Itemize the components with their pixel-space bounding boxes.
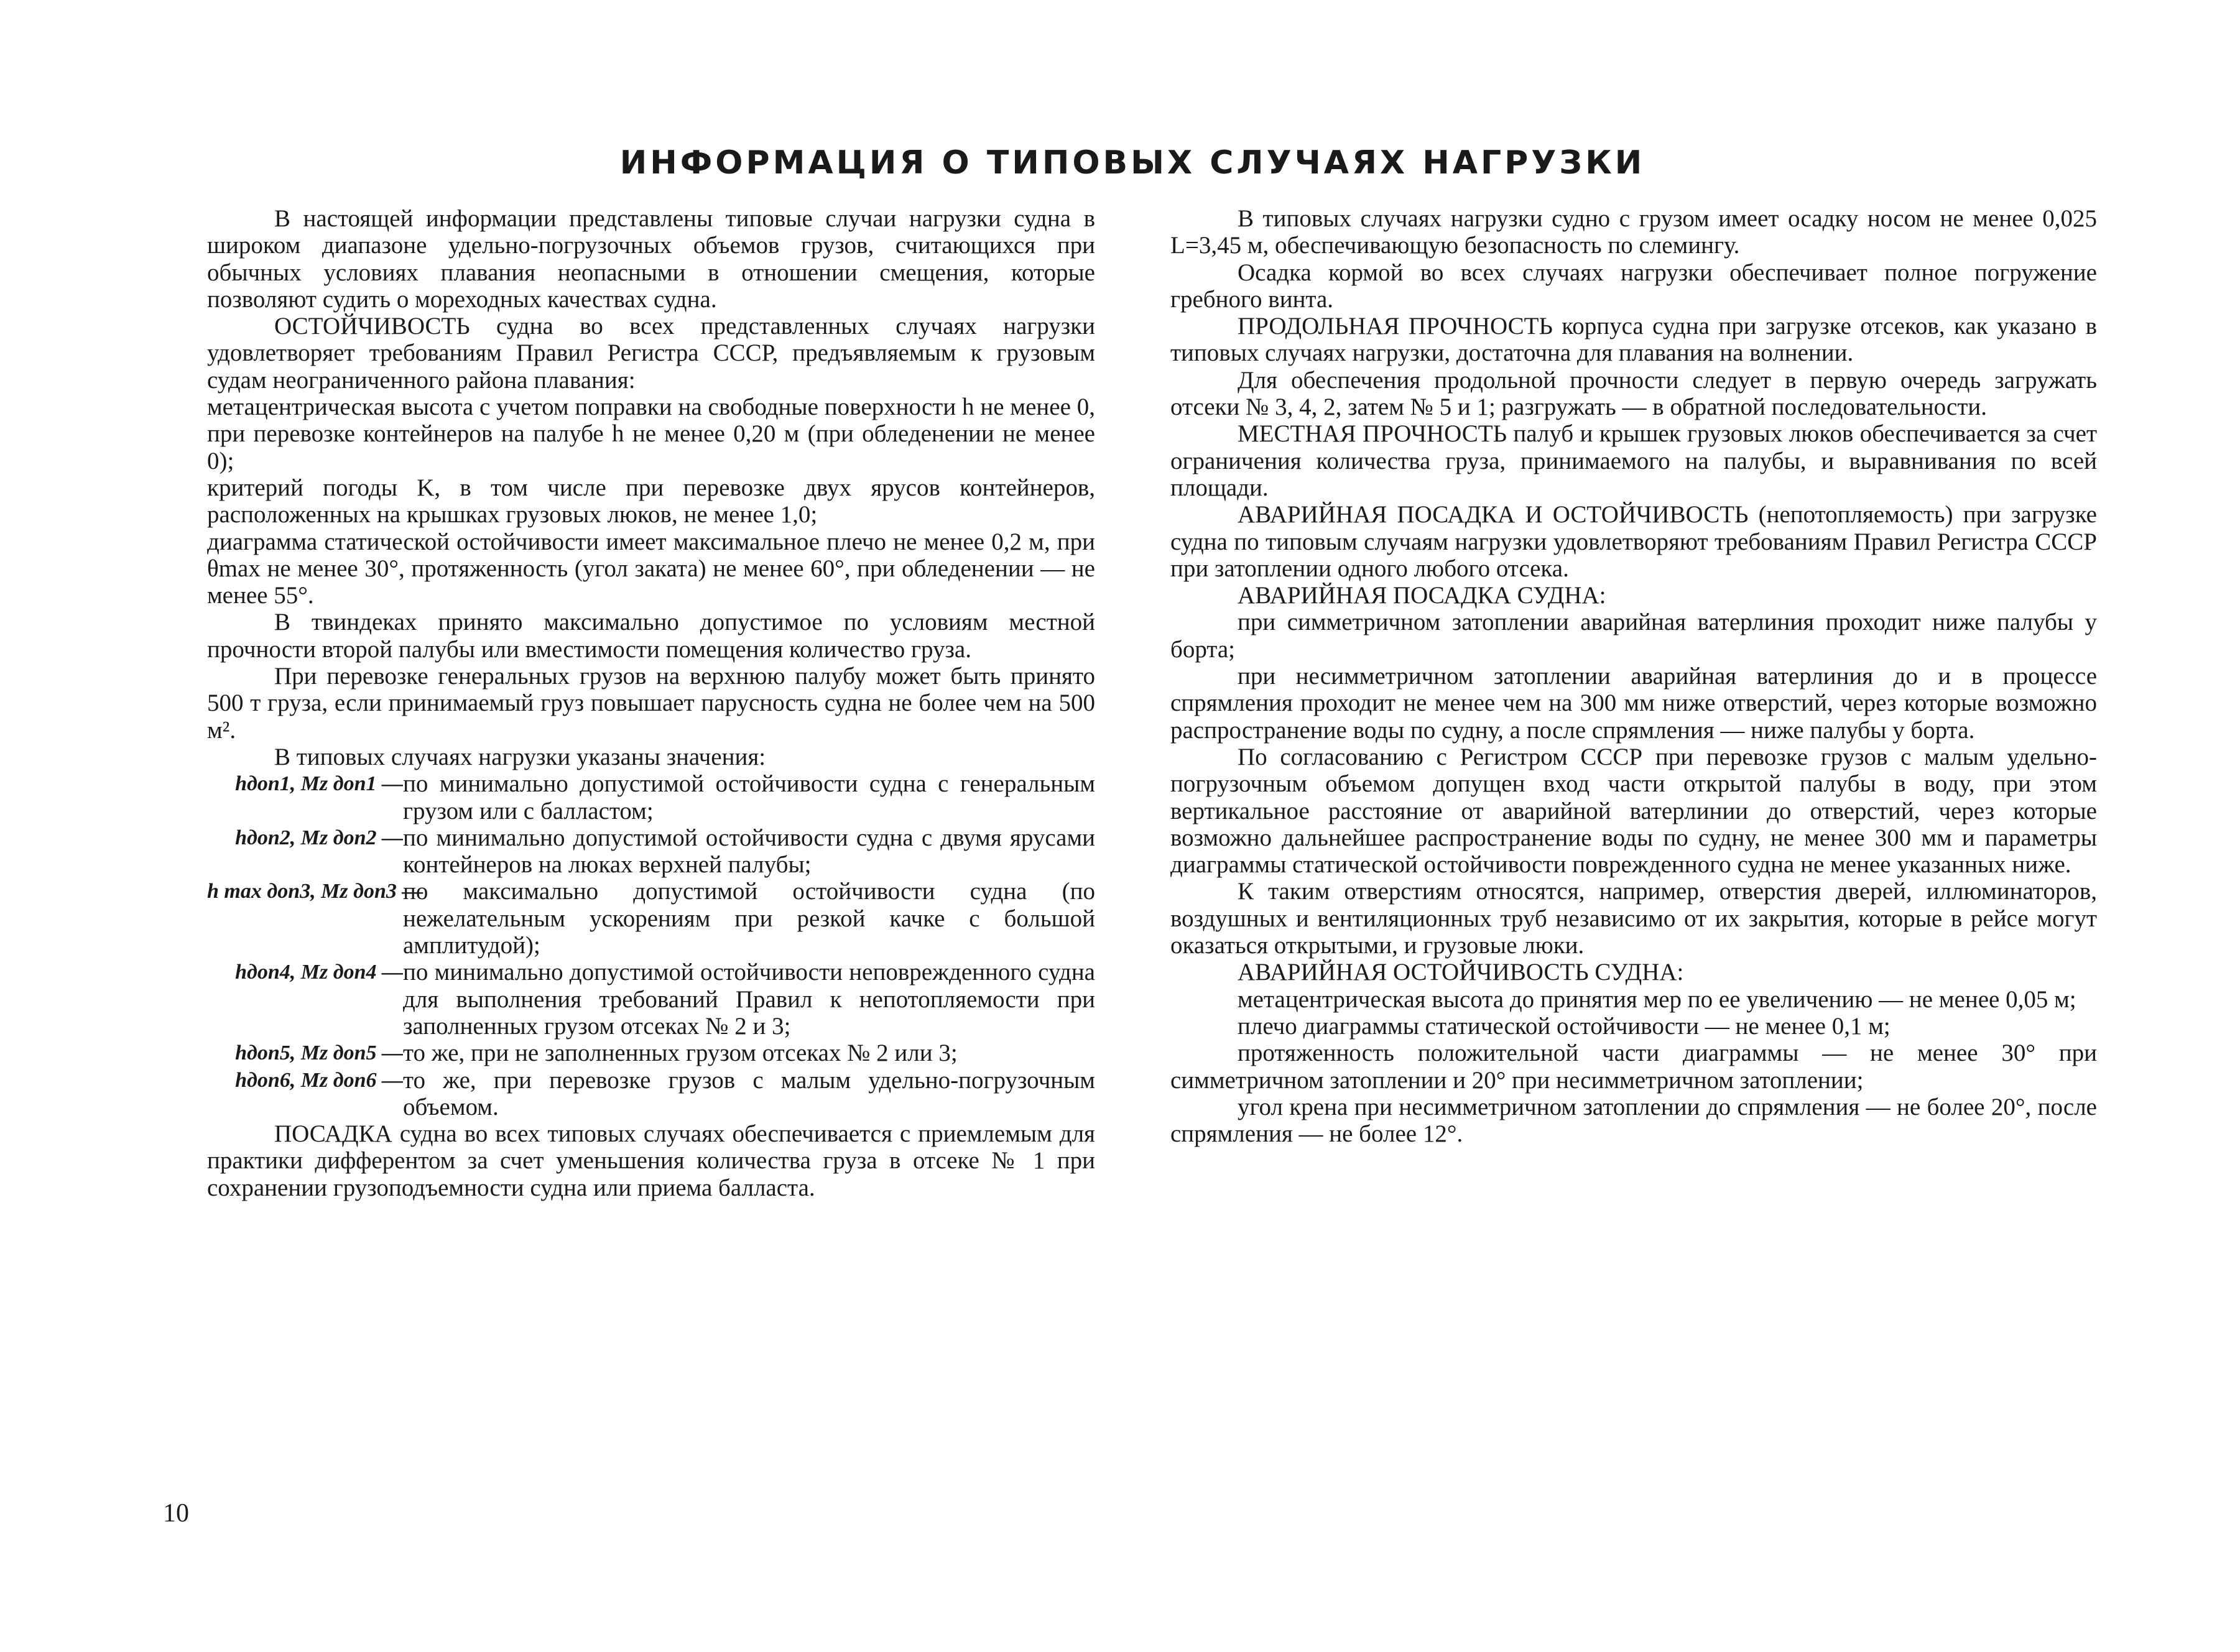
definition-symbol: h max доп3, Mz доп3 — xyxy=(207,880,423,903)
definition-symbol: hдоп2, Mz доп2 — xyxy=(235,826,403,849)
definition-row xyxy=(207,959,1095,1040)
damage-stability-heading: АВАРИЙНАЯ ОСТОЙЧИВОСТЬ СУДНА: xyxy=(1238,959,1684,986)
longitudinal-strength-paragraph: ПРОДОЛЬНАЯ ПРОЧНОСТЬ корпуса судна при загрузке отсеков, как указано в типовых случаях нагрузки, достаточна для плавания на волнении. xyxy=(1170,313,2097,367)
left-column xyxy=(207,205,1095,1201)
page-title: ИНФОРМАЦИЯ О ТИПОВЫХ СЛУЧАЯХ НАГРУЗКИ xyxy=(619,144,1645,182)
definition-text: по минимально допустимой остойчивости судна с двумя ярусами контейнеров на люках верхней палубы; xyxy=(403,824,1095,879)
deck-cargo-paragraph: При перевозке генеральных грузов на верхнюю палубу может быть принято 500 т груза, если принимаемый груз повышает парусность судна не более чем на 500 м². xyxy=(207,663,1095,744)
definition-symbol: hдоп6, Mz доп6 — xyxy=(235,1068,403,1092)
loading-order-paragraph: Для обеспечения продольной прочности следует в первую очередь загружать отсеки № 3, 4, 2, затем № 5 и 1; разгружать — в обратной последовательности. xyxy=(1170,366,2097,421)
definition-text: по минимально допустимой остойчивости судна с генеральным грузом или с балластом; xyxy=(403,770,1095,824)
register-agreement-paragraph: По согласованию с Регистром СССР при перевозке грузов с малым удельно-погрузочным объемом допущен вход части открытой палубы в воду, при этом вертикальное расстояние от аварийной ватерлинии до отверстий, через которые возможно дальнейшее распространение воды по судну, не менее 300 мм и параметры диаграммы статической остойчивости поврежденного судна не менее указанных ниже. xyxy=(1170,743,2097,879)
damage-stability-item: угол крена при несимметричном затоплении до спрямления — не более 20°, после спрямления — не более 12°. xyxy=(1170,1093,2097,1148)
values-intro: В типовых случаях нагрузки указаны значения: xyxy=(274,743,766,770)
damage-stability-item: метацентрическая высота до принятия мер по ее увеличению — не менее 0,05 м; xyxy=(1238,985,2076,1013)
definition-symbol: hдоп4, Mz доп4 — xyxy=(235,961,403,984)
definition-row xyxy=(207,824,1095,879)
intro-paragraph: В настоящей информации представлены типовые случаи нагрузки судна в широком диапазоне удельно-погрузочных объемов грузов, считающихся при обычных условиях плавания неопасными в отношении смещения, которые позволяют судить о мореходных качествах судна. xyxy=(207,205,1095,313)
bow-draft-paragraph: В типовых случаях нагрузки судно с грузом имеет осадку носом не менее 0,025 L=3,45 м, обеспечивающую безопасность по слемингу. xyxy=(1170,205,2097,259)
damage-draft-heading: АВАРИЙНАЯ ПОСАДКА СУДНА: xyxy=(1238,582,1606,609)
stability-paragraph: ОСТОЙЧИВОСТЬ судна во всех представленных случаях нагрузки удовлетворяет требованиям Правил Регистра СССР, предъявляемым к грузовым судам неограниченного района плавания: xyxy=(207,313,1095,394)
page-number: 10 xyxy=(163,1499,189,1528)
definition-row xyxy=(207,770,1095,824)
definition-text: по максимально допустимой остойчивости судна (по нежелательным ускорениям при резкой качке с большой амплитудой); xyxy=(403,878,1095,959)
stern-draft-paragraph: Осадка кормой во всех случаях нагрузки обеспечивает полное погружение гребного винта. xyxy=(1170,259,2097,313)
definition-row xyxy=(207,878,1095,959)
damage-stability-paragraph: АВАРИЙНАЯ ПОСАДКА И ОСТОЙЧИВОСТЬ (непотопляемость) при загрузке судна по типовым случаям нагрузки удовлетворяют требованиям Правил Регистра СССР при затоплении одного любого отсека. xyxy=(1170,501,2097,582)
damage-stability-item: протяженность положительной части диаграммы — не менее 30° при симметричном затоплении и 20° при несимметричном затоплении; xyxy=(1170,1040,2097,1094)
definition-text: то же, при не заполненных грузом отсеках № 2 или 3; xyxy=(403,1040,958,1067)
right-column xyxy=(1170,205,2097,1147)
stability-item-gm: метацентрическая высота с учетом поправки на свободные поверхности h не менее 0, при перевозке контейнеров на палубе h не менее 0,20 м (при обледенении не менее 0); xyxy=(207,394,1095,474)
definition-symbol: hдоп1, Mz доп1 — xyxy=(235,772,403,796)
definition-symbol: hдоп5, Mz доп5 — xyxy=(235,1041,403,1065)
damage-draft-item: при несимметричном затоплении аварийная ватерлиния до и в процессе спрямления проходит не менее чем на 300 мм ниже отверстий, через которые возможно распространение воды по судну, а после спрямления — ниже палубы у борта. xyxy=(1170,663,2097,744)
stability-item-weather: критерий погоды K, в том числе при перевозке двух ярусов контейнеров, расположенных на крышках грузовых люков, не менее 1,0; xyxy=(207,474,1095,528)
damage-stability-item: плечо диаграммы статической остойчивости — не менее 0,1 м; xyxy=(1238,1012,1891,1040)
definition-row xyxy=(207,1040,1095,1066)
damage-draft-item: при симметричном затоплении аварийная ватерлиния проходит ниже палубы у борта; xyxy=(1170,609,2097,663)
draft-paragraph: ПОСАДКА судна во всех типовых случаях обеспечивается с приемлемым для практики дифферентом за счет уменьшения количества груза в отсеке № 1 при сохранении грузоподъемности судна или приема балласта. xyxy=(207,1120,1095,1201)
tweendeck-paragraph: В твиндеках принято максимально допустимое по условиям местной прочности второй палубы или вместимости помещения количество груза. xyxy=(207,609,1095,663)
definition-row xyxy=(207,1067,1095,1121)
definition-text: по минимально допустимой остойчивости неповрежденного судна для выполнения требований Правил к непотопляемости при заполненных грузом отсеках № 2 и 3; xyxy=(403,959,1095,1040)
definition-text: то же, при перевозке грузов с малым удельно-погрузочным объемом. xyxy=(403,1066,1095,1120)
openings-paragraph: К таким отверстиям относятся, например, отверстия дверей, иллюминаторов, воздушных и вентиляционных труб независимо от их закрытия, которые в рейсе могут оказаться открытыми, и грузовые люки. xyxy=(1170,878,2097,959)
stability-item-diagram: диаграмма статической остойчивости имеет максимальное плечо не менее 0,2 м, при θmax не менее 30°, протяженность (угол заката) не менее 60°, при обледенении — не менее 55°. xyxy=(207,528,1095,609)
local-strength-paragraph: МЕСТНАЯ ПРОЧНОСТЬ палуб и крышек грузовых люков обеспечивается за счет ограничения количества груза, принимаемого на палубы, и выравнивания по всей площади. xyxy=(1170,420,2097,501)
